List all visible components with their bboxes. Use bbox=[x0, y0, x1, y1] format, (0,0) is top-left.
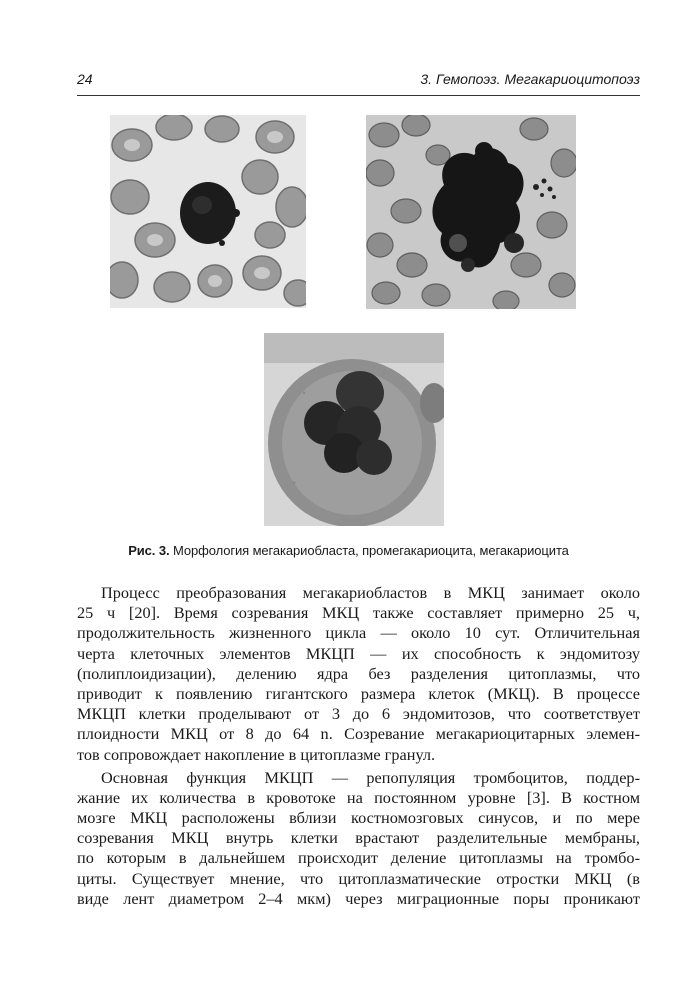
running-head bbox=[77, 71, 640, 89]
text-line: мозге МКЦ расположены вблизи костномозговых синусов, и по мере bbox=[77, 808, 640, 828]
caption-text: Морфология мегакариобласта, промегакариоцита, мегакариоцита bbox=[173, 543, 569, 558]
text-line: виде лент диаметром 2–4 мкм) через миграционные поры проникают bbox=[77, 888, 640, 908]
text-line: МКЦП клетки проделывают от 3 до 6 эндомитозов, что соответствует bbox=[77, 704, 640, 724]
figure-caption bbox=[0, 543, 697, 558]
text-line: плоидности МКЦ от 8 до 64 n. Созревание мегакариоцитарных элемен- bbox=[77, 724, 640, 744]
paragraph-1 bbox=[77, 583, 640, 765]
micrograph-megakaryoblast bbox=[110, 115, 306, 308]
text-line: тов сопровождает накопление в цитоплазме гранул. bbox=[77, 744, 436, 764]
body-text bbox=[77, 583, 640, 909]
page-number: 24 bbox=[77, 71, 93, 87]
text-line: 25 ч [20]. Время созревания МКЦ также составляет примерно 25 ч, bbox=[77, 603, 640, 623]
text-line: (полиплоидизации), делению ядра без разделения цитоплазмы, что bbox=[77, 663, 640, 683]
caption-label: Рис. 3. bbox=[128, 543, 170, 558]
text-line: черта клеточных элементов МКЦП — их способность к эндомитозу bbox=[77, 643, 640, 663]
micrograph-promegakaryocyte bbox=[366, 115, 576, 309]
text-line: циты. Существует мнение, что цитоплазматические отростки МКЦ (в bbox=[77, 868, 640, 888]
text-line: созревания МКЦ внутрь клетки врастают разделительные мембраны, bbox=[77, 828, 640, 848]
chapter-title: 3. Гемопоэз. Мегакариоцитопоэз bbox=[420, 71, 640, 87]
micrograph-megakaryocyte bbox=[264, 333, 444, 526]
paragraph-2 bbox=[77, 768, 640, 909]
text-line: Процесс преобразования мегакариобластов в МКЦ занимает около bbox=[101, 583, 640, 602]
text-line: приводит к появлению гигантского размера клеток (МКЦ). В процессе bbox=[77, 683, 640, 703]
text-line: Основная функция МКЦП — репопуляция тромбоцитов, поддер- bbox=[101, 767, 640, 787]
text-line: по которым в дальнейшем происходит деление цитоплазмы на тромбо- bbox=[77, 848, 640, 868]
text-line: продолжительность жизненного цикла — около 10 сут. Отличительная bbox=[77, 623, 640, 643]
text-line: жание их количества в кровотоке на постоянном уровне [3]. В костном bbox=[77, 787, 640, 807]
header-rule bbox=[77, 95, 640, 96]
